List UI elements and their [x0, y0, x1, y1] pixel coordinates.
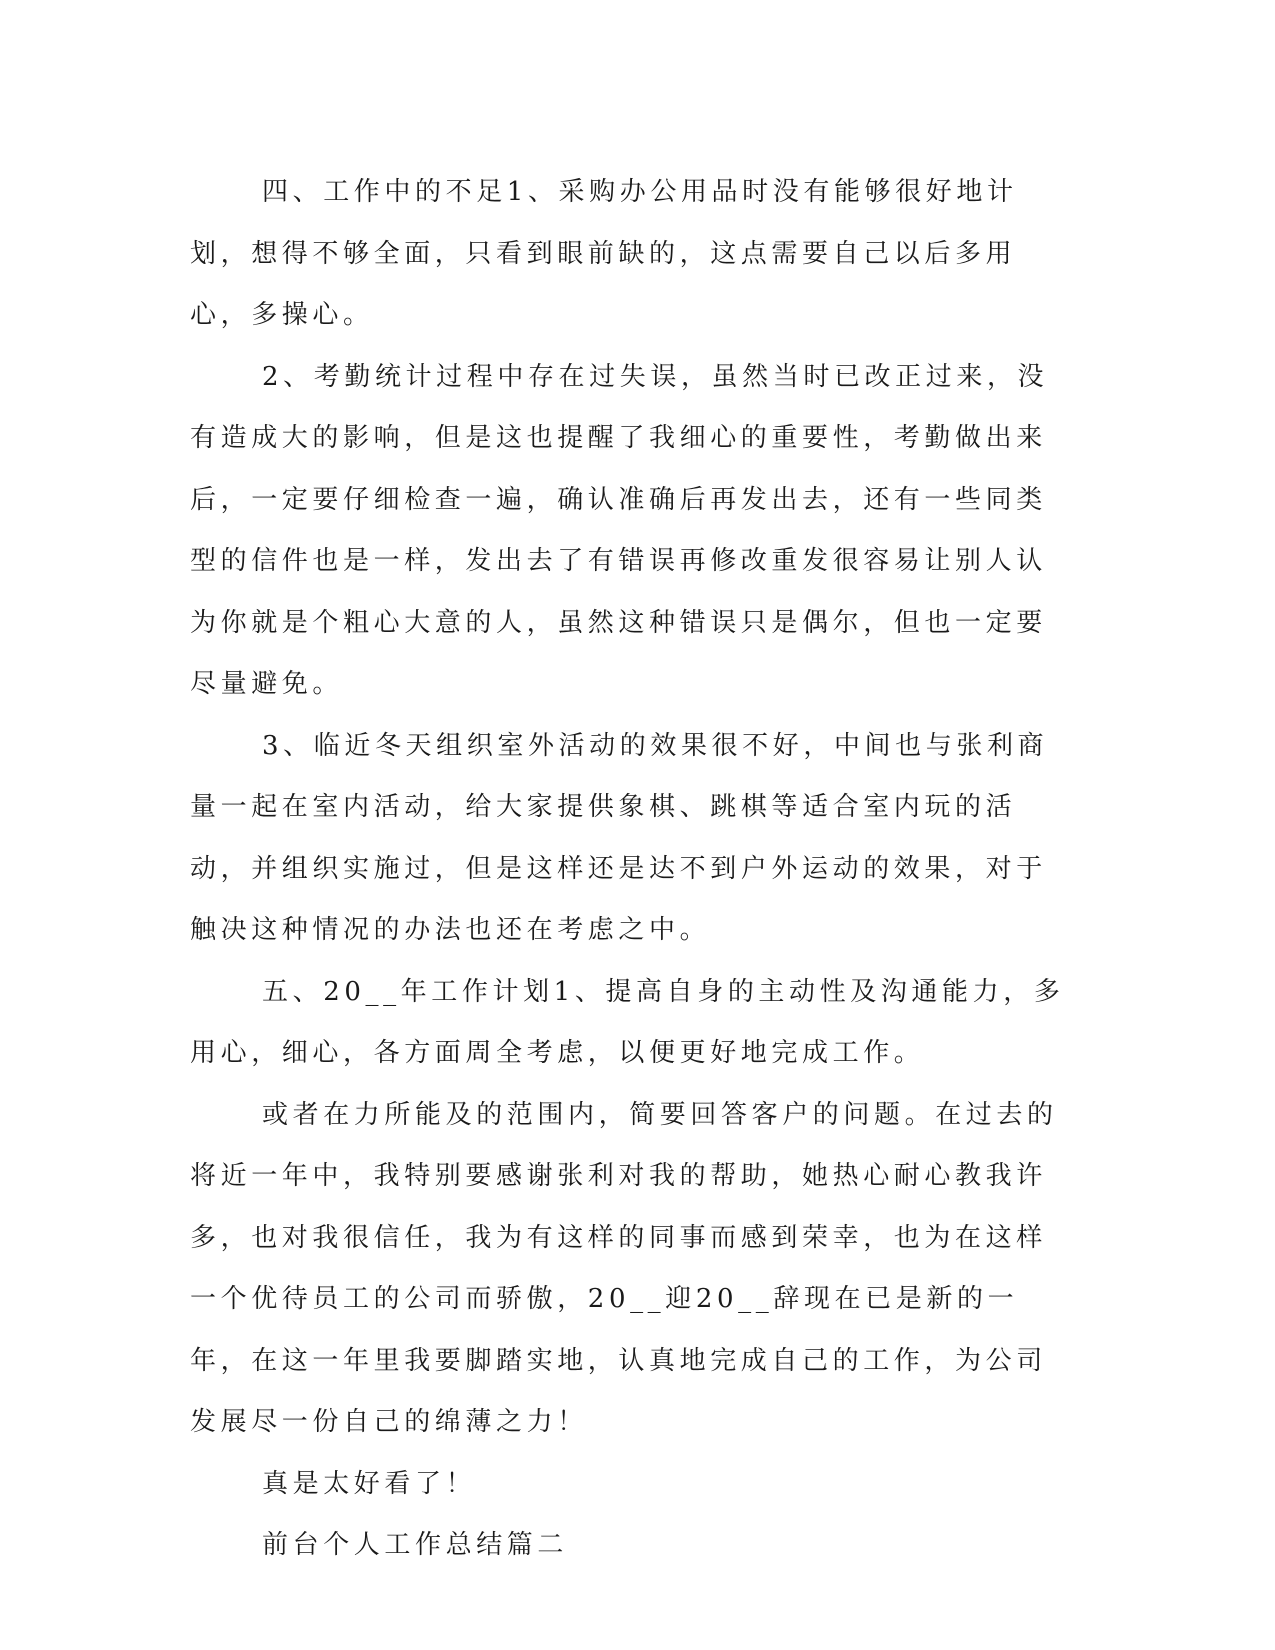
paragraph-shortcomings-3: 3、临近冬天组织室外活动的效果很不好，中间也与张利商量一起在室内活动，给大家提供象棋、跳棋等适合室内玩的活动，并组织实施过，但是这样还是达不到户外运动的效果，对于触决这种情况的办法也还在考虑之中。 [190, 730, 1049, 945]
paragraph-thanks: 或者在力所能及的范围内，简要回答客户的问题。在过去的将近一年中，我特别要感谢张利对我的帮助，她热心耐心教我许多，也对我很信任，我为有这样的同事而感到荣幸，也为在这样一个优待员工的公司而骄傲，20__迎20__辞现在已是新的一年，在这一年里我要脚踏实地，认真地完成自己的工作，为公司发展尽一份自己的绵薄之力！ [190, 1099, 1058, 1437]
document-body [190, 162, 1070, 1577]
paragraph-remark: 真是太好看了！ [262, 1468, 477, 1499]
paragraph-work-plan-1: 五、20__年工作计划1、提高自身的主动性及沟通能力，多用心，细心，各方面周全考虑，以便更好地完成工作。 [190, 976, 1065, 1068]
paragraph-shortcomings-1: 四、工作中的不足1、采购办公用品时没有能够很好地计划，想得不够全面，只看到眼前缺的，这点需要自己以后多用心，多操心。 [190, 177, 1018, 330]
section-heading: 前台个人工作总结篇二 [262, 1530, 569, 1560]
paragraph-shortcomings-2: 2、考勤统计过程中存在过失误，虽然当时已改正过来，没有造成大的影响，但是这也提醒了我细心的重要性，考勤做出来后，一定要仔细检查一遍，确认准确后再发出去，还有一些同类型的信件也是一样，发出去了有错误再修改重发很容易让别人认为你就是个粗心大意的人，虽然这种错误只是偶尔，但也一定要尽量避免。 [190, 361, 1049, 699]
